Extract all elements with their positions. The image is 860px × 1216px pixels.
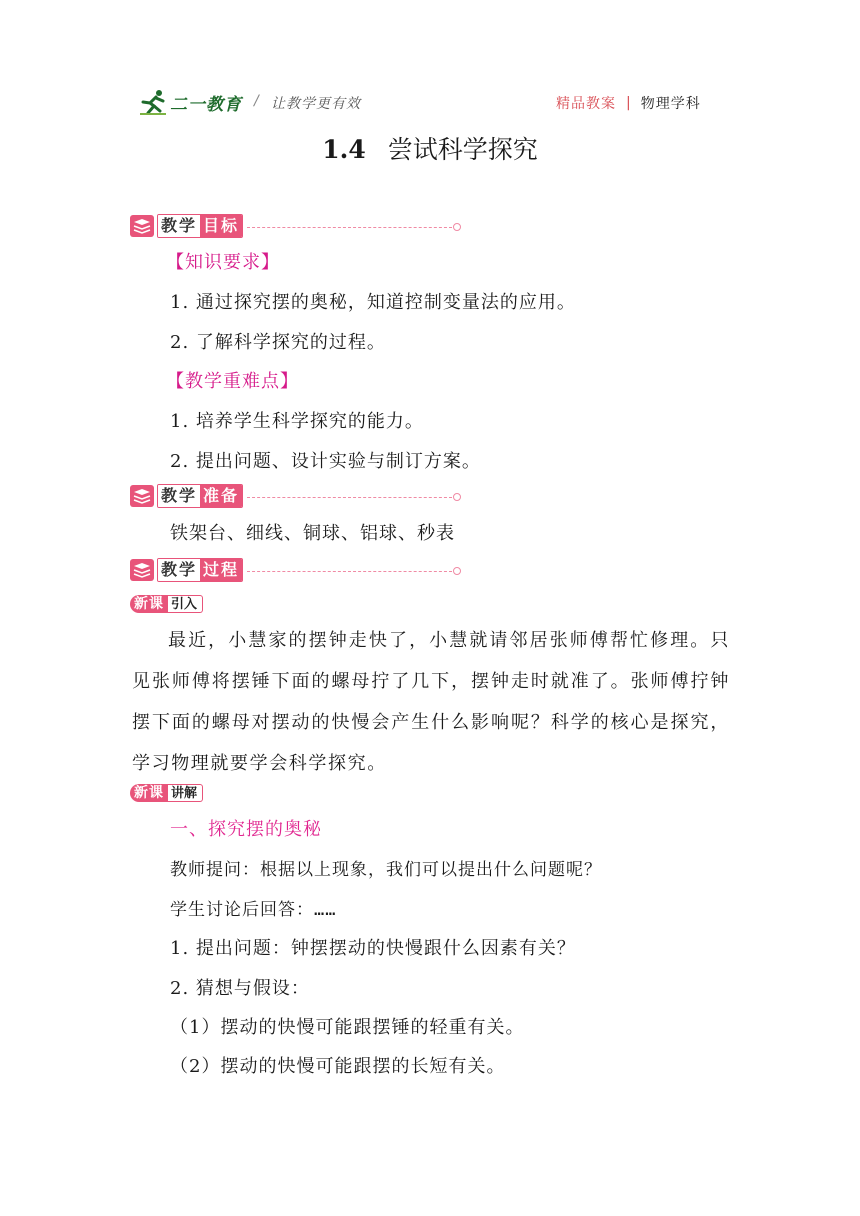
tag-lecture xyxy=(130,782,203,804)
keypoints-heading: 【教学重难点】 xyxy=(166,371,299,392)
divider-dot xyxy=(453,567,461,575)
knowledge-item-2: 2. 了解科学探究的过程。 xyxy=(170,332,386,353)
divider-dot xyxy=(453,223,461,231)
lecture-line-4: 2. 猜想与假设： xyxy=(170,978,310,999)
header-divider: | xyxy=(626,95,631,111)
section-process-label-1: 教学 xyxy=(158,559,200,581)
section-goals-label-1: 教学 xyxy=(158,215,200,237)
section-process-label-2: 过程 xyxy=(200,559,242,581)
tag-intro-a: 新课 xyxy=(130,595,168,613)
keypoints-item-2: 2. 提出问题、设计实验与制订方案。 xyxy=(170,451,481,472)
slogan-separator: / xyxy=(254,93,259,109)
lecture-line-2: 学生讨论后回答：…… xyxy=(170,900,337,920)
lecture-line-6: （2）摆动的快慢可能跟摆的长短有关。 xyxy=(170,1056,506,1077)
book-icon xyxy=(130,485,154,507)
knowledge-heading: 【知识要求】 xyxy=(166,252,280,273)
title-text: 尝试科学探究 xyxy=(387,135,538,164)
tag-intro-b: 引入 xyxy=(168,595,203,613)
lecture-line-5: （1）摆动的快慢可能跟摆锤的轻重有关。 xyxy=(170,1017,525,1038)
keypoints-item-1: 1. 培养学生科学探究的能力。 xyxy=(170,411,424,432)
tag-intro xyxy=(130,593,203,615)
tag-lecture-b: 讲解 xyxy=(168,784,203,802)
header-category: 精品教案 xyxy=(556,96,616,112)
slogan: 让教学更有效 xyxy=(271,96,361,112)
lecture-line-1: 教师提问：根据以上现象，我们可以提出什么问题呢？ xyxy=(170,860,602,880)
runner-icon xyxy=(138,89,168,115)
book-icon xyxy=(130,215,154,237)
dashed-divider xyxy=(247,227,452,228)
divider-dot xyxy=(453,493,461,501)
section-prep-label-2: 准备 xyxy=(200,485,242,507)
header-right xyxy=(556,93,701,113)
lecture-heading: 一、探究摆的奥秘 xyxy=(170,819,322,840)
page-title xyxy=(0,130,860,166)
lecture-line-3: 1. 提出问题：钟摆摆动的快慢跟什么因素有关？ xyxy=(170,938,576,959)
tag-lecture-a: 新课 xyxy=(130,784,168,802)
section-prep xyxy=(130,484,461,508)
section-goals-label-2: 目标 xyxy=(200,215,242,237)
preparation-text: 铁架台、细线、铜球、铝球、秒表 xyxy=(170,523,455,544)
title-number: 1.4 xyxy=(322,135,366,164)
section-process xyxy=(130,558,461,582)
logo-text: 二一教育 xyxy=(170,94,242,115)
book-icon xyxy=(130,559,154,581)
knowledge-item-1: 1. 通过探究摆的奥秘，知道控制变量法的应用。 xyxy=(170,292,576,313)
section-prep-label-1: 教学 xyxy=(158,485,200,507)
header-subject: 物理学科 xyxy=(640,96,701,112)
dashed-divider xyxy=(247,497,452,498)
brand-logo xyxy=(138,88,242,116)
section-goals xyxy=(130,214,461,238)
dashed-divider xyxy=(247,571,452,572)
intro-paragraph: 最近，小慧家的摆钟走快了，小慧就请邻居张师傅帮忙修理。只见张师傅将摆锤下面的螺母拧了几下，摆钟走时就准了。张师傅拧钟摆下面的螺母对摆动的快慢会产生什么影响呢？科学的核心是探究，学习物理就要学会科学探究。 xyxy=(132,630,730,774)
